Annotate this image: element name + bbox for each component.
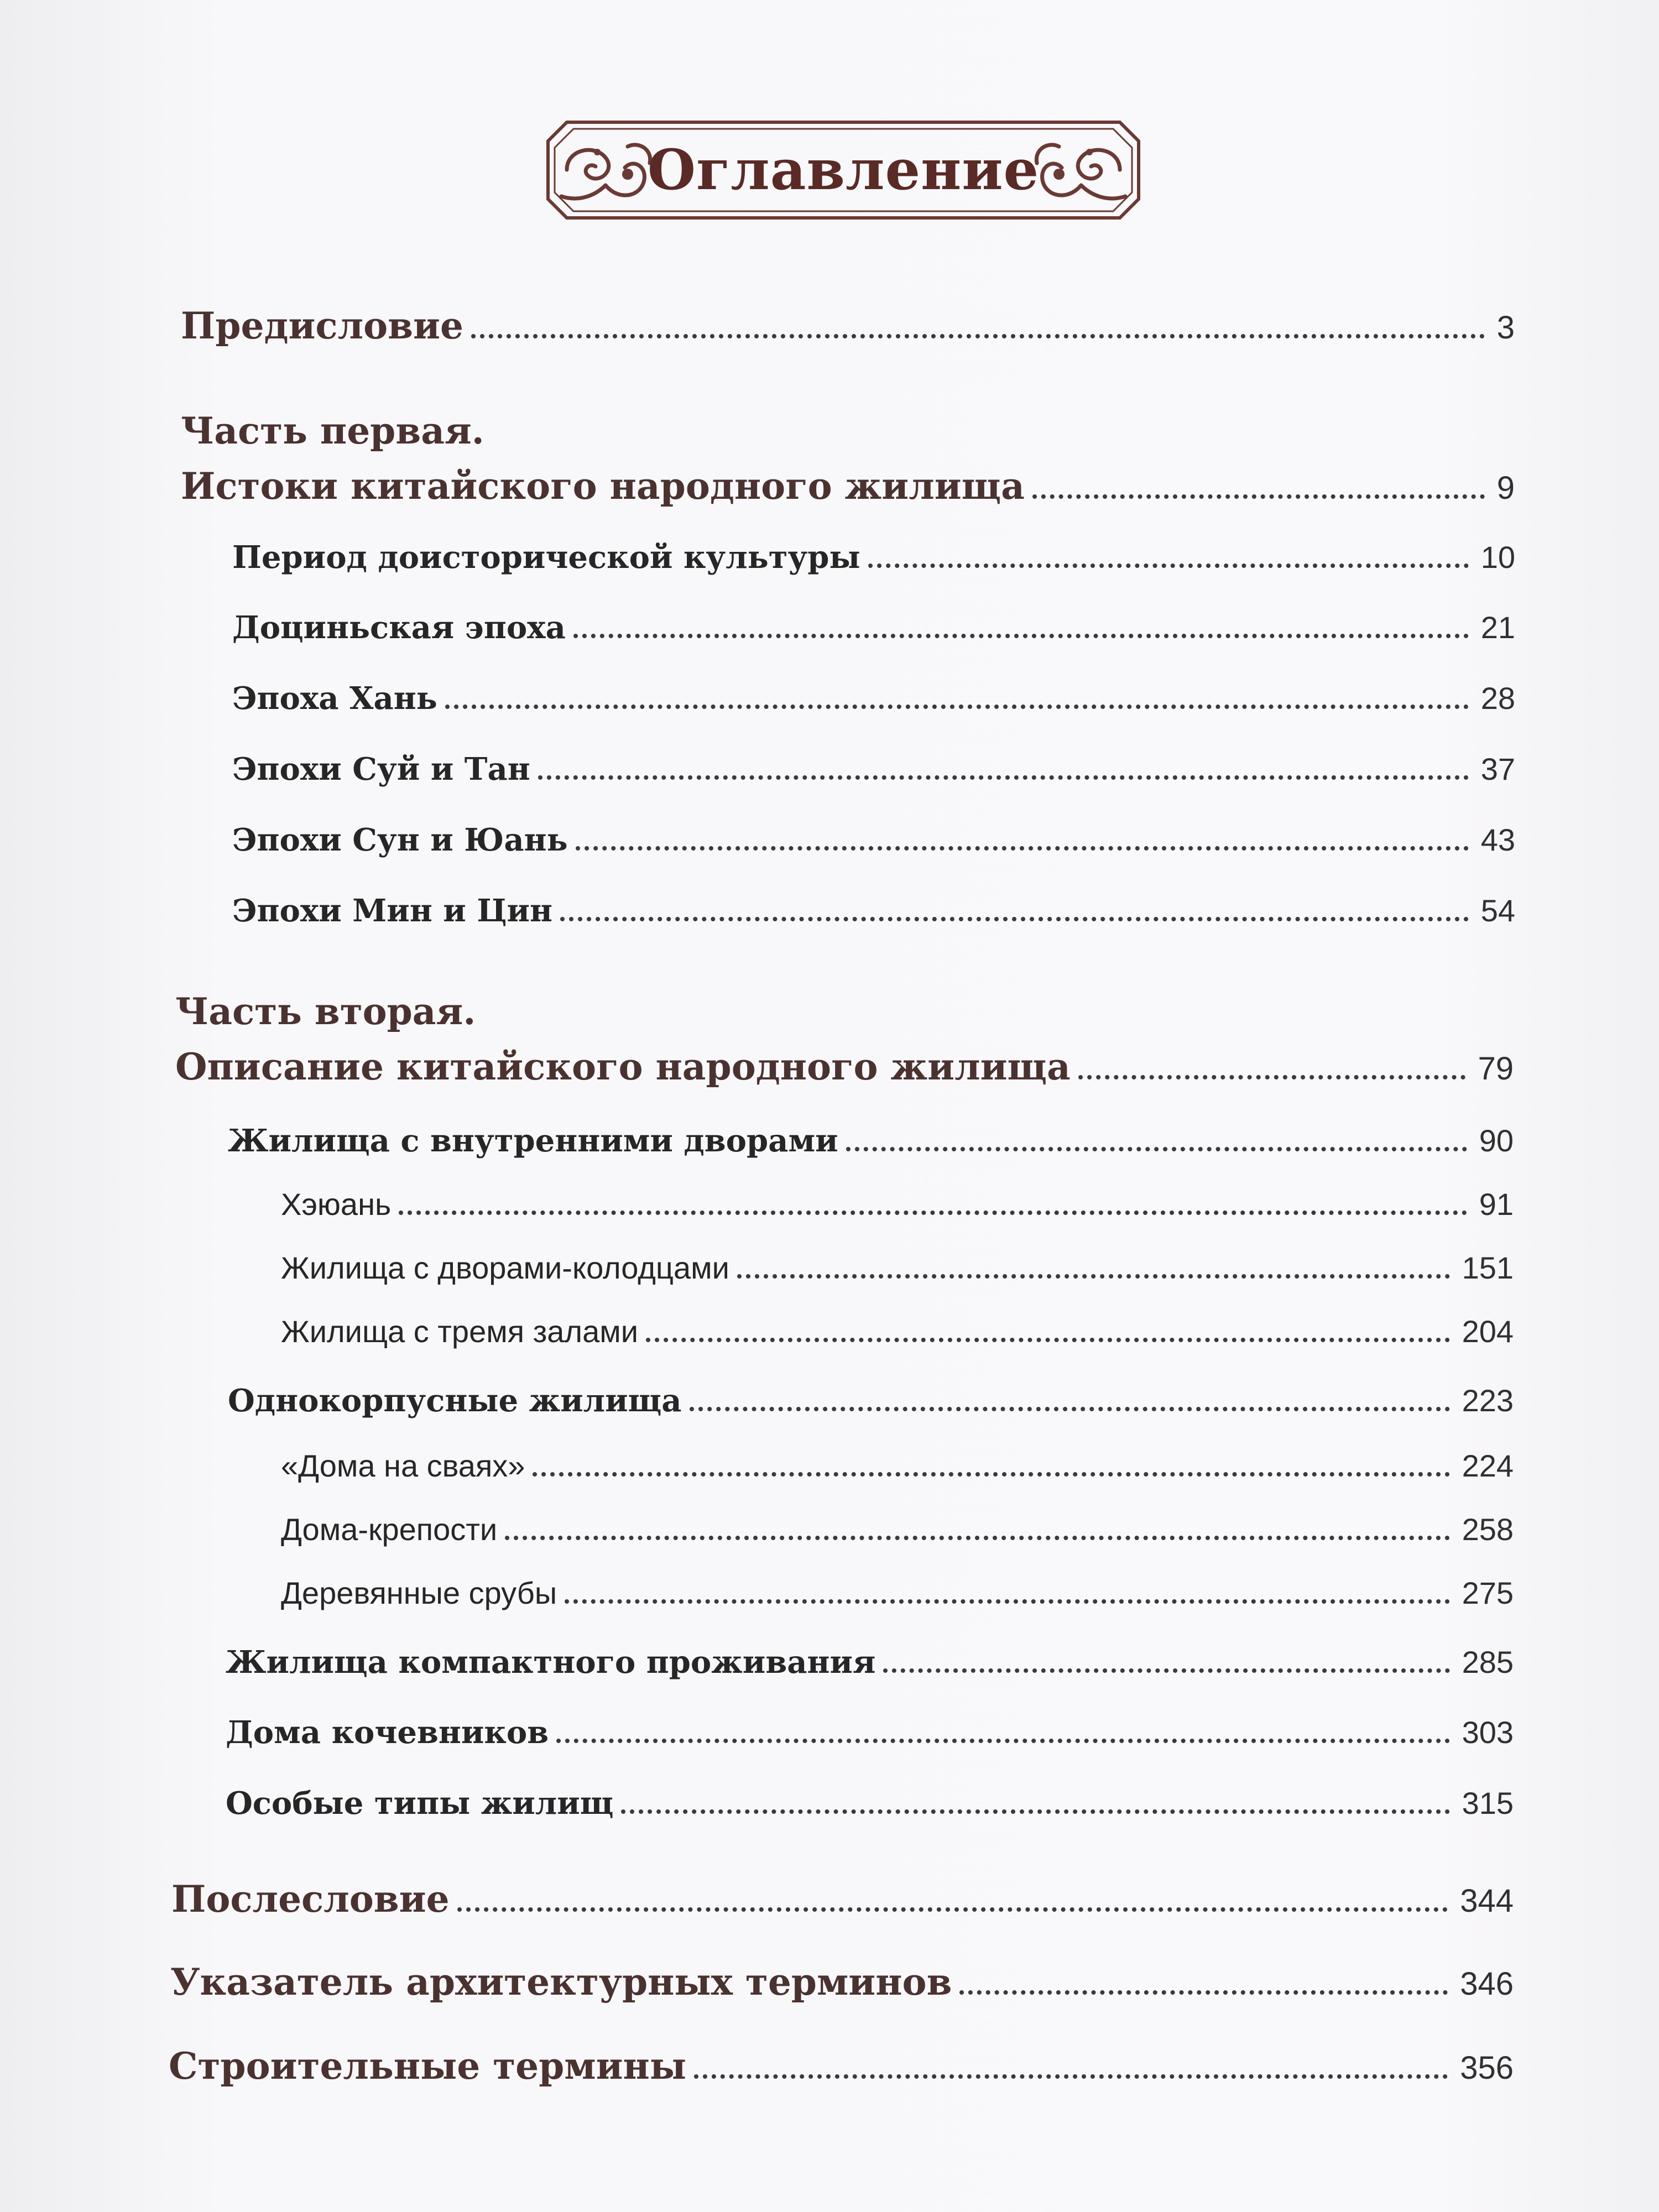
toc-entry-label: Жилища компактного проживания [226,1644,876,1681]
leader-dots [445,705,1469,709]
leader-dots [560,917,1469,921]
leader-dots [576,846,1469,851]
toc-entry-label: Послесловие [171,1877,450,1921]
leader-dots [621,1809,1449,1814]
toc-entry-page: 3 [1496,310,1515,346]
leader-dots [533,1472,1449,1477]
toc-entry-label: Деревянные срубы [281,1575,557,1610]
toc-entry-page: 356 [1460,2050,1514,2086]
toc-entry-label: Дома-крепости [281,1512,498,1547]
toc-entry-label: Эпохи Суй и Тан [232,751,530,787]
toc-entry-page: 204 [1462,1314,1514,1349]
toc-entry[interactable] [228,1123,1514,1159]
leader-dots [868,564,1469,568]
leader-dots [846,1147,1467,1151]
toc-entry[interactable] [281,1511,1514,1548]
toc-entry-page: 43 [1480,822,1515,857]
leader-dots [471,334,1485,338]
toc-entry-part-one[interactable] [181,465,1515,508]
toc-entry[interactable] [281,1250,1514,1286]
part-two-heading: Часть вторая. [175,990,476,1033]
leader-dots [399,1211,1467,1215]
toc-entry-label: Эпохи Сун и Юань [232,822,568,858]
toc-entry[interactable] [228,1383,1514,1419]
toc-entry-page: 315 [1462,1786,1514,1820]
toc-entry[interactable] [226,1785,1514,1822]
toc-entry-page: 258 [1462,1512,1514,1547]
leader-dots [883,1668,1449,1673]
toc-entry-page: 275 [1462,1575,1514,1610]
toc-entry[interactable] [232,893,1515,929]
toc-entry-afterword[interactable] [171,1877,1514,1921]
toc-entry-page: 224 [1462,1448,1514,1483]
part-one-heading: Часть первая. [181,409,484,452]
toc-entry[interactable] [232,751,1515,787]
leader-dots [1078,1075,1466,1079]
toc-entry-page: 285 [1462,1645,1514,1679]
toc-entry-page: 90 [1479,1123,1514,1158]
leader-dots [694,2074,1448,2079]
toc-entry[interactable] [232,539,1515,576]
toc-entry-label: Предисловие [181,304,463,347]
toc-entry[interactable] [281,1186,1514,1223]
leader-dots [573,634,1469,638]
toc-entry-label: Эпохи Мин и Цин [232,893,552,929]
toc-entry-page: 346 [1460,1966,1514,2002]
leader-dots [737,1274,1450,1279]
toc-entry-label: Эпоха Хань [232,680,437,717]
toc-entry-page: 10 [1480,540,1515,575]
toc-entry-label: Период доисторической культуры [232,539,860,576]
leader-dots [538,775,1469,780]
leader-dots [505,1536,1449,1540]
toc-entry-label: Однокорпусные жилища [228,1383,682,1419]
toc-entry-label: Жилища с дворами-колодцами [281,1250,729,1285]
leader-dots [457,1907,1448,1912]
toc-entry-page: 79 [1478,1051,1514,1087]
toc-entry-label: Истоки китайского народного жилища [181,465,1025,508]
toc-entry[interactable] [232,680,1515,717]
toc-entry-label: Жилища с внутренними дворами [228,1123,838,1159]
toc-entry-label: Жилища с тремя залами [281,1314,639,1349]
leader-dots [1032,494,1485,499]
toc-entry-part-two[interactable] [175,1045,1514,1088]
page-title: Оглавление [647,137,1040,202]
toc-entry-page: 223 [1462,1383,1514,1418]
toc-entry-label: Доциньская эпоха [232,609,566,646]
toc-entry-page: 28 [1480,681,1515,716]
toc-entry-label: Указатель архитектурных терминов [170,1960,952,2004]
leader-dots [959,1990,1448,1995]
toc-entry-page: 21 [1480,610,1515,645]
toc-entry-page: 303 [1462,1715,1514,1750]
toc-entry-label: Дома кочевников [226,1714,549,1751]
toc-header-plaque [545,119,1142,221]
toc-entry-label: Описание китайского народного жилища [175,1045,1071,1088]
leader-dots [646,1338,1450,1342]
toc-entry-page: 54 [1480,893,1515,928]
toc-entry[interactable] [226,1644,1514,1681]
toc-entry[interactable] [232,822,1515,858]
toc-entry-page: 91 [1479,1187,1514,1222]
toc-entry-architecture-index[interactable] [170,1960,1514,2004]
toc-entry[interactable] [232,609,1515,646]
toc-entry-label: Особые типы жилищ [226,1785,614,1822]
toc-entry-page: 9 [1496,470,1515,506]
toc-entry[interactable] [281,1313,1514,1350]
toc-entry-construction-terms[interactable] [169,2044,1514,2088]
toc-entry-label: Хэюань [281,1187,392,1222]
toc-entry[interactable] [226,1714,1514,1751]
toc-entry-page: 151 [1462,1250,1514,1285]
toc-entry[interactable] [281,1448,1514,1484]
toc-entry-preface[interactable] [181,304,1515,347]
leader-dots [690,1407,1450,1411]
toc-entry-label: «Дома на сваях» [281,1448,525,1483]
toc-entry-label: Строительные термины [169,2044,686,2088]
leader-dots [565,1599,1449,1604]
toc-entry-page: 37 [1480,752,1515,786]
leader-dots [556,1739,1449,1743]
toc-entry-page: 344 [1460,1883,1514,1919]
toc-entry[interactable] [281,1575,1514,1611]
